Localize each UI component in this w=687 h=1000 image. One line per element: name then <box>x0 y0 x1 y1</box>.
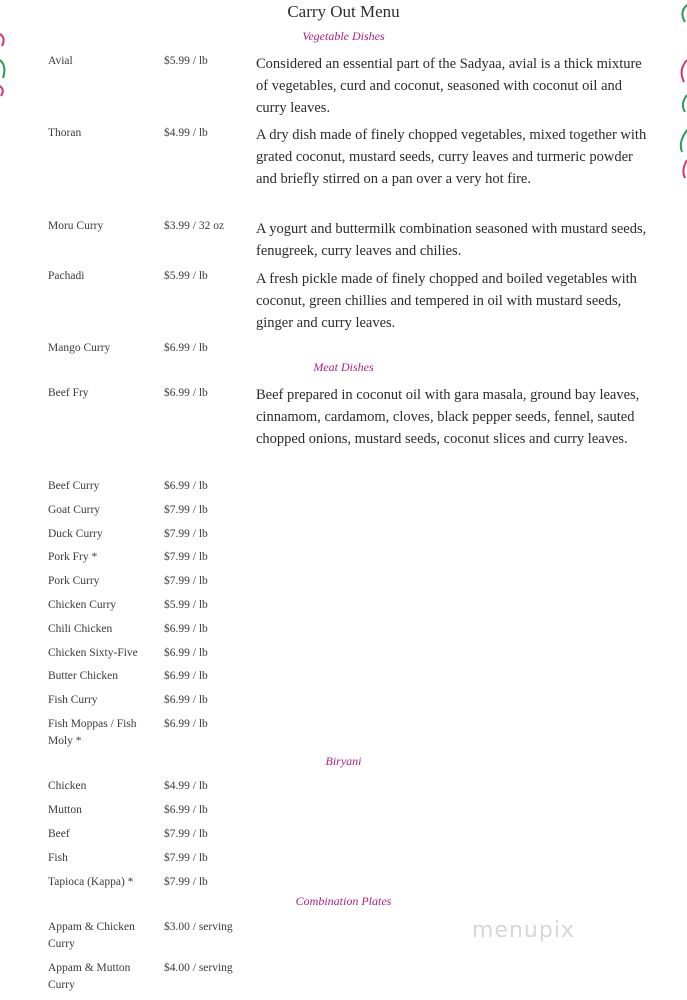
item-description: A yogurt and buttermilk combination seasoned with mustard seeds, fenugreek, curry leaves and chilies. <box>256 221 647 259</box>
item-price: $4.99 / lb <box>164 780 208 792</box>
item-name: Fish <box>48 852 68 864</box>
right-edge-ornament <box>676 0 687 185</box>
item-name: Mutton <box>48 804 82 816</box>
item-price: $3.00 / serving <box>164 921 233 933</box>
item-price: $7.99 / lb <box>164 551 208 563</box>
item-price: $5.99 / lb <box>164 270 208 282</box>
item-price: $6.99 / lb <box>164 718 208 730</box>
item-price: $6.99 / lb <box>164 647 208 659</box>
item-price: $7.99 / lb <box>164 852 208 864</box>
item-name: Duck Curry <box>48 528 103 540</box>
item-price: $7.99 / lb <box>164 575 208 587</box>
item-name: Chicken Curry <box>48 599 117 611</box>
item-name: Pachadi <box>48 270 85 282</box>
watermark: menupix <box>472 918 575 943</box>
section-heading-biryani: Biryani <box>325 754 362 768</box>
section-heading-vegetable: Vegetable Dishes <box>302 29 385 43</box>
item-description: A fresh pickle made of finely chopped and boiled vegetables with coconut, green chillies and tempered in oil with mustard seeds, ginger and curry leaves. <box>256 271 637 331</box>
item-price: $5.99 / lb <box>164 55 208 67</box>
item-name: Butter Chicken <box>48 670 118 682</box>
item-description: A dry dish made of finely chopped vegetables, mixed together with grated coconut, mustard seeds, curry leaves and turmeric powder and briefly stirred on a pan over a very hot fire. <box>256 127 647 187</box>
item-description: Considered an essential part of the Sadyaa, avial is a thick mixture of vegetables, curd and coconut, seasoned with coconut oil and curry leaves. <box>256 56 642 116</box>
item-price: $6.99 / lb <box>164 342 208 354</box>
item-price: $6.99 / lb <box>164 480 208 492</box>
item-name: Thoran <box>48 127 82 139</box>
item-name: Mango Curry <box>48 342 111 354</box>
item-price: $7.99 / lb <box>164 828 208 840</box>
item-price: $4.00 / serving <box>164 962 233 974</box>
item-price: $7.99 / lb <box>164 504 208 516</box>
item-price: $6.99 / lb <box>164 670 208 682</box>
item-price: $4.99 / lb <box>164 127 208 139</box>
item-name: Chicken <box>48 780 87 792</box>
item-name: Pork Fry * <box>48 551 98 563</box>
item-name: Fish Moppas / Fish Moly * <box>48 718 137 747</box>
item-name: Pork Curry <box>48 575 100 587</box>
item-description: Beef prepared in coconut oil with gara masala, ground bay leaves, cinnamom, cardamom, cloves, black pepper seeds, fennel, sauted chopped onions, mustard seeds, coconut slices and curry leaves. <box>256 387 640 447</box>
item-name: Beef Curry <box>48 480 100 492</box>
item-name: Beef <box>48 828 70 840</box>
item-price: $7.99 / lb <box>164 528 208 540</box>
item-price: $6.99 / lb <box>164 623 208 635</box>
item-name: Beef Fry <box>48 387 89 399</box>
page-title: Carry Out Menu <box>287 2 400 21</box>
item-name: Tapioca (Kappa) * <box>48 876 134 888</box>
item-name: Avial <box>48 55 73 67</box>
item-name: Goat Curry <box>48 504 101 516</box>
item-name: Chili Chicken <box>48 623 113 635</box>
item-name: Appam & Chicken Curry <box>48 921 135 950</box>
item-name: Appam & Mutton Curry <box>48 962 131 991</box>
item-price: $6.99 / lb <box>164 804 208 816</box>
section-heading-meat: Meat Dishes <box>313 360 374 374</box>
item-name: Fish Curry <box>48 694 98 706</box>
item-price: $6.99 / lb <box>164 387 208 399</box>
section-heading-combination: Combination Plates <box>295 894 392 908</box>
item-price: $5.99 / lb <box>164 599 208 611</box>
item-price: $6.99 / lb <box>164 694 208 706</box>
item-name: Chicken Sixty-Five <box>48 647 138 659</box>
item-price: $7.99 / lb <box>164 876 208 888</box>
item-price: $3.99 / 32 oz <box>164 220 225 232</box>
item-name: Moru Curry <box>48 220 104 232</box>
